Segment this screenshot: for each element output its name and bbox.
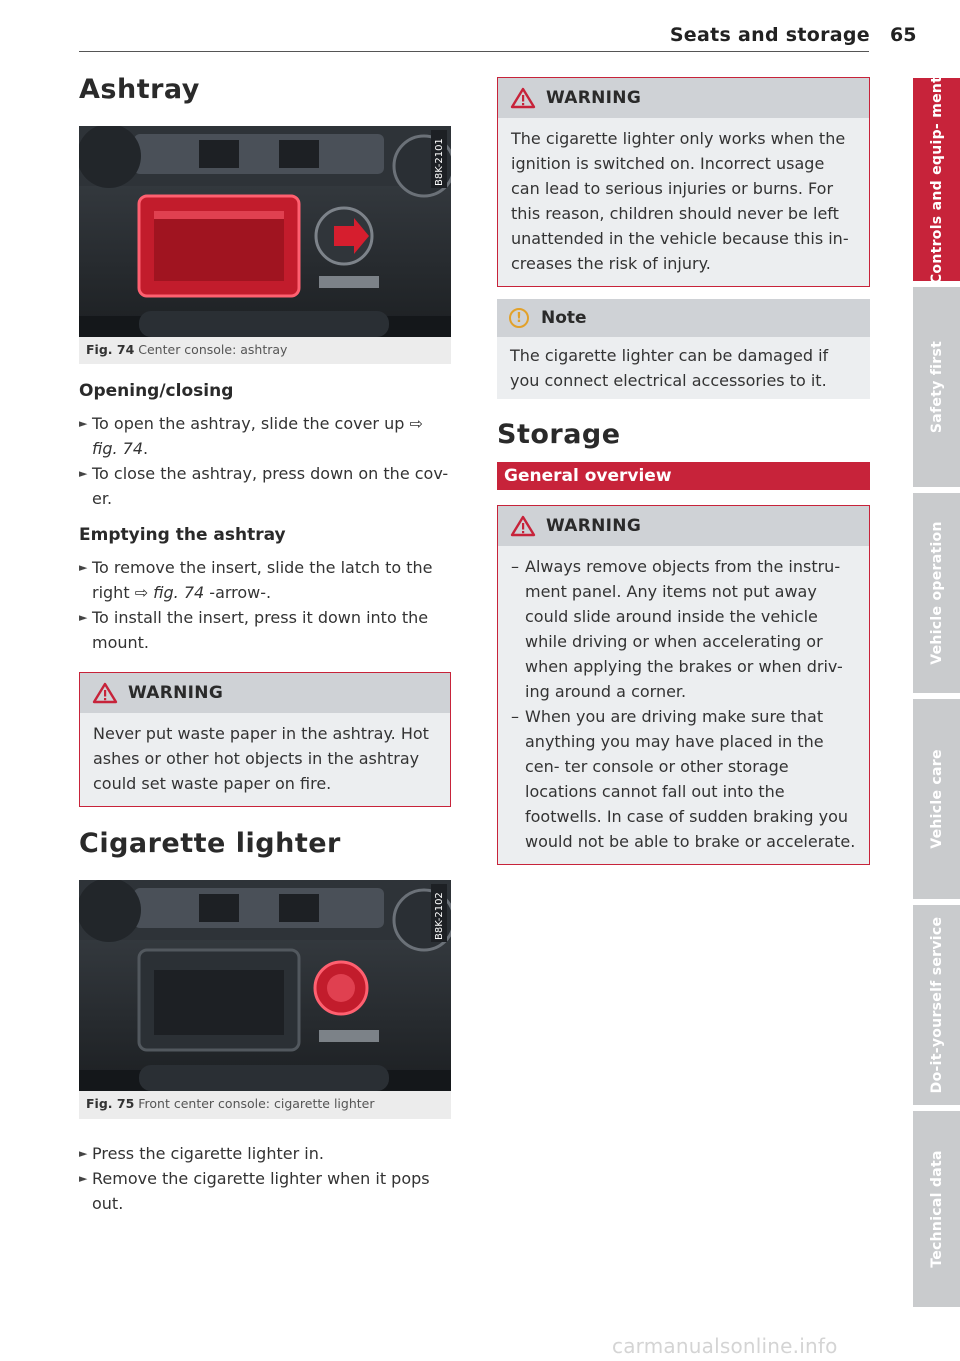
fig-75-caption [79, 1091, 451, 1118]
arrow-bullet-icon: ► [79, 561, 88, 575]
arrow-bullet-icon: ► [79, 611, 88, 625]
tab-vehicle-operation[interactable]: Vehicle operation [913, 493, 960, 693]
arrow-bullet-icon: ► [79, 1146, 88, 1160]
fig74-code: B8K-2101 [434, 138, 445, 186]
emptying-heading: Emptying the ashtray [79, 525, 286, 546]
figure-75 [79, 880, 451, 1118]
note-text: The cigarette lighter can be damaged if you connect electrical accessories to it. [510, 346, 829, 390]
right-column [497, 77, 870, 865]
watermark: carmanualsonline.info [612, 1334, 838, 1358]
warning-list [511, 554, 856, 854]
fig-74-caption-text: Center console: ashtray [138, 342, 288, 357]
arrow-bullet-icon: ► [79, 1171, 88, 1185]
note-header [497, 299, 870, 337]
fig-75-number: Fig. 75 [86, 1096, 135, 1112]
tab-technical-data[interactable]: Technical data [913, 1111, 960, 1307]
warning-text: The cigarette lighter only works when the ignition is switched on. Incorrect usage can lead to serious injuries or burns. For this reason, children should never be left unattended in the vehicle because this in- creases the risk of injury. [498, 118, 869, 286]
storage-heading: Storage [497, 419, 621, 450]
warning-header [80, 673, 450, 713]
warning-header [498, 506, 869, 546]
warning-body [498, 546, 869, 864]
ashtray-warning-box [79, 672, 451, 807]
list-item: – When you are driving make sure that anything you may have placed in the cen- ter console or other storage locations cannot fall out into the footwells. In case of sudden braking you would not be able to brake or accelerate. [511, 707, 856, 851]
warning-header [498, 78, 869, 118]
warning-label: WARNING [546, 88, 642, 108]
list-item: ► To open the ashtray, slide the cover up ⇨ fig. 74. [79, 411, 451, 461]
header-rule [79, 51, 869, 52]
fig75-code: B8K-2102 [434, 892, 445, 941]
tab-safety-first[interactable]: Safety first [913, 287, 960, 487]
list-item: ► To close the ashtray, press down on the cov- er. [79, 461, 451, 511]
fig-75-caption-text: Front center console: cigarette lighter [138, 1096, 375, 1112]
tab-controls-and-equipment[interactable]: Controls and equip- ment [913, 78, 960, 281]
arrow-bullet-icon: ► [79, 467, 88, 481]
opening-closing-list [79, 411, 451, 511]
warning-label: WARNING [546, 516, 642, 536]
storage-warning-box [497, 505, 870, 865]
figure-74 [79, 126, 451, 364]
fig-74-caption [79, 337, 451, 364]
warning-triangle-icon [92, 682, 118, 704]
arrow-bullet-icon: ► [79, 417, 88, 431]
warning-label: WARNING [128, 683, 224, 704]
tab-do-it-yourself-service[interactable]: Do-it-yourself service [913, 905, 960, 1105]
figure-ref-link[interactable]: ⇨ fig. 74 [92, 414, 423, 459]
running-header-title: Seats and storage [669, 24, 870, 46]
emptying-list [79, 555, 451, 655]
cigarette-lighter-photo [79, 880, 451, 1091]
warning-text: Never put waste paper in the ashtray. Hot ashes or other hot objects in the ashtray could set waste paper on fire. [80, 713, 450, 806]
list-item: ► To remove the insert, slide the latch to the right ⇨ fig. 74 -arrow-. [79, 555, 451, 605]
list-item: ► Remove the cigarette lighter when it pops out. [79, 1166, 451, 1216]
note-exclamation-icon: ! [509, 308, 529, 328]
list-item: ► To install the insert, press it down into the mount. [79, 605, 451, 655]
warning-triangle-icon [510, 87, 536, 109]
note-label: Note [541, 308, 587, 328]
figure-ref-link[interactable]: ⇨ fig. 74 [134, 583, 205, 603]
page-number: 65 [890, 24, 917, 46]
fig-74-number: Fig. 74 [86, 342, 135, 357]
warning-triangle-icon [510, 515, 536, 537]
list-item: – Always remove objects from the instru- ment panel. Any items not put away could slide around inside the vehicle while driving or when accelerating or when applying the brakes or when driv- ing around a corner. [511, 557, 843, 701]
opening-closing-heading: Opening/closing [79, 381, 234, 402]
note-box [497, 299, 870, 399]
left-column [79, 74, 451, 1216]
ashtray-heading: Ashtray [79, 74, 200, 105]
general-overview-banner: General overview [497, 462, 870, 490]
cigarette-lighter-heading: Cigarette lighter [79, 828, 341, 860]
tab-vehicle-care[interactable]: Vehicle care [913, 699, 960, 899]
cigarette-lighter-list [79, 1141, 451, 1216]
cigarette-lighter-warning-box [497, 77, 870, 287]
ashtray-photo [79, 126, 451, 337]
list-item: ► Press the cigarette lighter in. [79, 1141, 451, 1166]
chapter-tabs [913, 75, 960, 1313]
